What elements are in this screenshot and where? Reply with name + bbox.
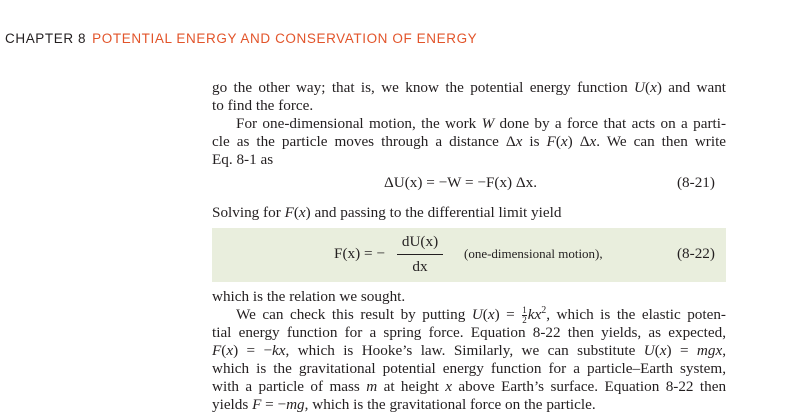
text-line-3: For one-dimensional motion, the work W done by a force that acts on a parti- [236,115,726,132]
fraction-bar [397,254,443,255]
equation-8-21: ΔU(x) = −W = −F(x) Δx. [384,174,538,191]
one-half-fraction: $\frac{1}{2}$ [522,305,527,326]
text-line-12: with a particle of mass m at height x above Earth’s surface. Equation 8-22 then [212,378,727,395]
equation-box-8-22 [212,228,726,282]
text-line-10: F(x) = −kx, which is Hooke’s law. Similarly, we can substitute U(x) = mgx, [212,342,726,359]
chapter-number: CHAPTER 8 [5,31,87,46]
text-line-5: Eq. 8-1 as [212,151,274,168]
text-line-2: to find the force. [212,97,314,114]
fraction-numerator: dU(x) [401,233,439,250]
chapter-title: POTENTIAL ENERGY AND CONSERVATION OF ENERGY [92,31,478,46]
equation-note: (one-dimensional motion), [464,246,603,261]
text-line-8: We can check this result by putting U(x) = $\frac{1}{2}$ $kx^2$, which is the elastic poten- [236,305,726,326]
text-line-9: tial energy function for a spring force. Equation 8-22 then yields, as expected, [212,324,726,341]
equation-number-8-21: (8-21) [677,174,715,191]
chapter-header [5,31,477,46]
fraction-denominator: dx [412,258,428,275]
text-line-11: which is the gravitational potential energy function for a particle–Earth system, [212,360,726,377]
text-line-13: yields F = −mg, which is the gravitational force on the particle. [212,396,596,413]
derivative-fraction [397,232,443,277]
text-line-4: cle as the particle moves through a distance Δx is F(x) Δx. We can then write [212,133,727,150]
equation-number-8-22: (8-22) [677,245,715,262]
text-line-6: Solving for F(x) and passing to the differential limit yield [212,204,562,221]
text-line-1: go the other way; that is, we know the potential energy function U(x) and want [212,79,727,96]
text-line-7: which is the relation we sought. [212,288,406,305]
equation-lhs: F(x) = − [334,245,385,262]
